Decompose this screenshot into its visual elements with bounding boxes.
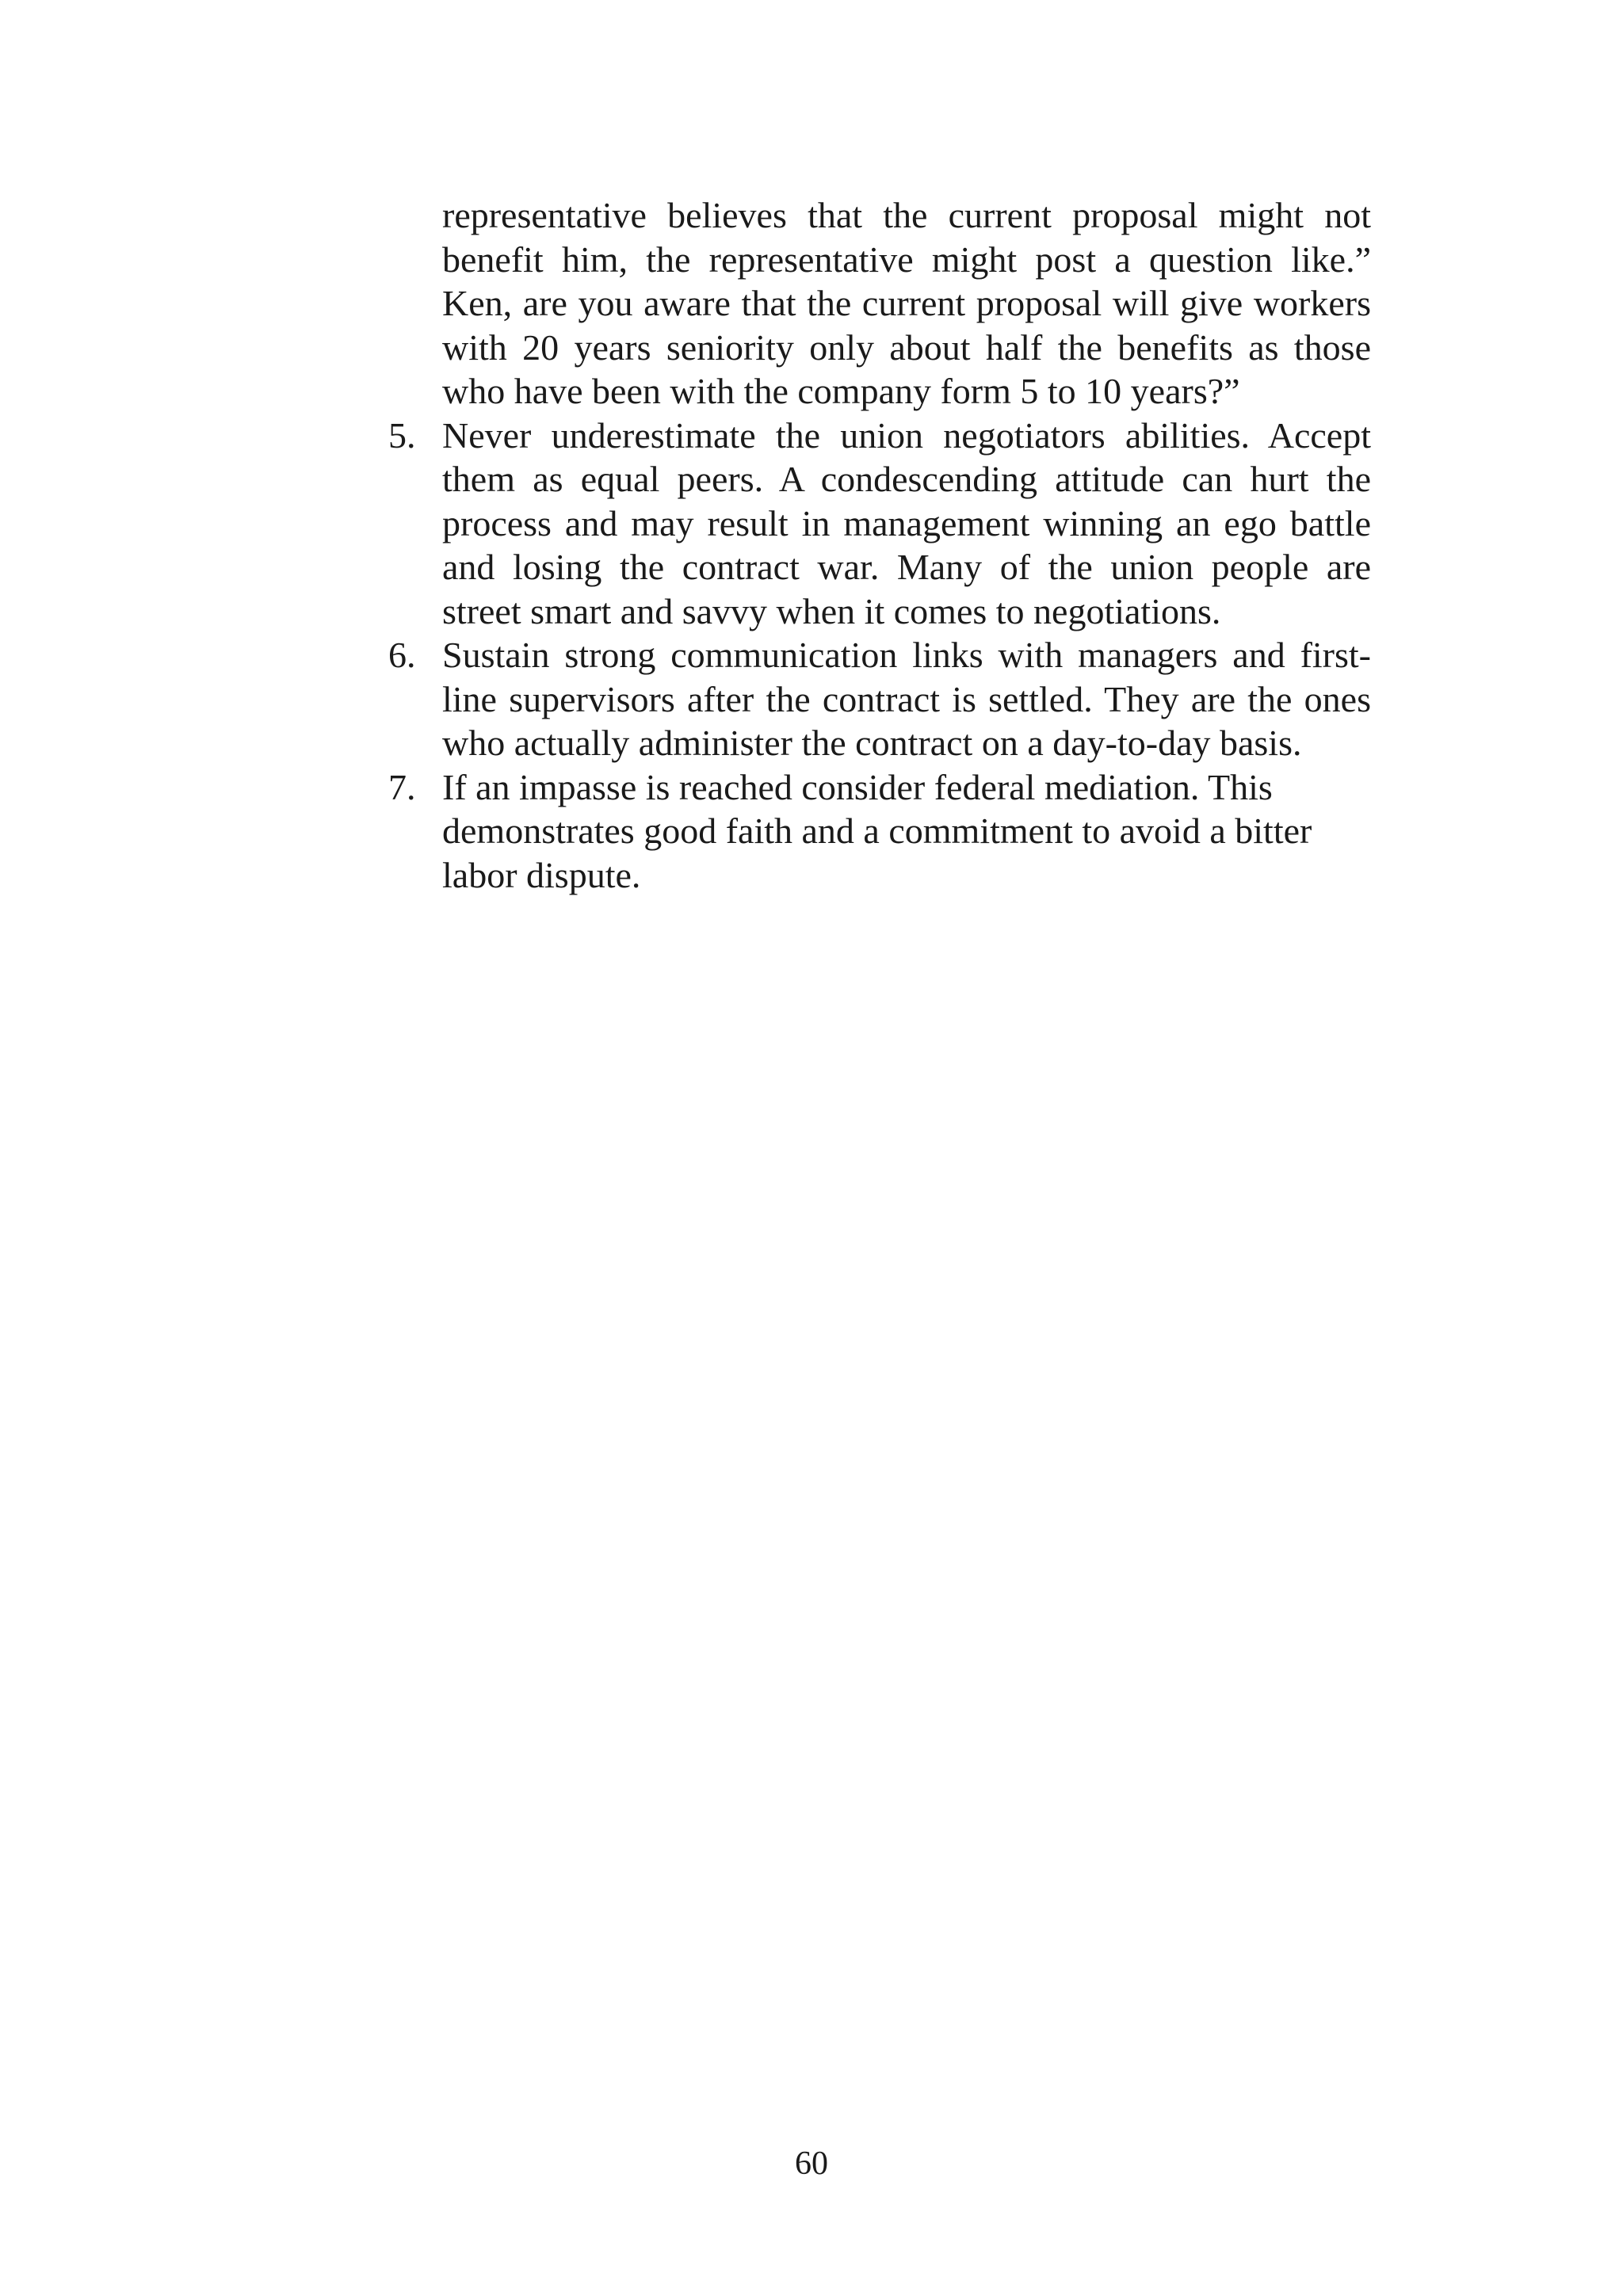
list-item-text: Sustain strong communication links with managers and first-line supervisors after the contract is settled. They are the ones who actually administer the contract on a day-to-day basis.	[442, 635, 1371, 763]
list-number: 5.	[388, 414, 416, 456]
list-item-text: If an impasse is reached consider federal mediation. This demonstrates good faith and a commitment to avoid a bitter labor dispute.	[442, 766, 1312, 895]
list-item-text: Never underestimate the union negotiators abilities. Accept them as equal peers. A condescending attitude can hurt the process and may result in management winning an ego battle and losing the contract war. Many of the union people are street smart and savvy when it comes to negotiations.	[442, 414, 1371, 631]
page-number: 60	[795, 2145, 828, 2182]
list-item-6	[388, 633, 1371, 765]
continued-paragraph: representative believes that the current proposal might not benefit him, the representative might post a question like.” Ken, are you aware that the current proposal will give workers with 20 years seniority only about half the benefits as those who have been with the company form 5 to 10 years?”	[442, 195, 1371, 411]
list-item-5	[388, 414, 1371, 634]
body-text	[388, 193, 1371, 897]
list-number: 7.	[388, 766, 416, 807]
list-item-7	[388, 765, 1371, 898]
list-number: 6.	[388, 635, 416, 675]
